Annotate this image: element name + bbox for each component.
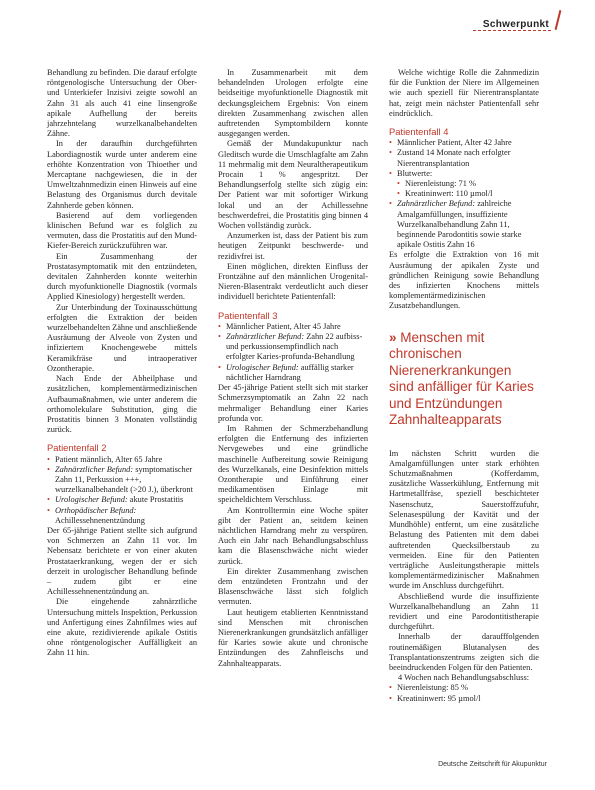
list-item — [389, 169, 539, 179]
finding-text: akute Prostatitis — [127, 495, 184, 505]
paragraph: Einen möglichen, direkten Einfluss der Frontzähne auf den männlichen Urogenital-Nieren-Blasentrakt verdeutlicht auch dieser individuell berichtete Patientenfall: — [218, 261, 368, 302]
list-item — [389, 189, 539, 199]
case-heading: Patientenfall 3 — [218, 309, 278, 321]
paragraph: Nach Ende der Abheilphase und zusätzlichen, komplementärmedizinischen Aufbaumaßnahmen, wie unter anderem die orthomolekulare Substitution, ging die Prostatitis binnen 3 Monaten vollständig zurück. — [47, 374, 197, 435]
pull-quote-text: Menschen mit chronischen Nierenerkrankungen sind anfälliger für Karies und Entzündungen Zahnhalteapparats — [389, 329, 534, 428]
list-item — [218, 332, 368, 363]
list-item — [47, 455, 197, 465]
section-header — [483, 14, 549, 32]
paragraph: Der 65-jährige Patient stellte sich aufgrund von Schmerzen an Zahn 11 vor. Im Nebensatz berichtete er von einer akuten Prostataerkrankung, wegen der er sich derzeit in urologischer Behandlung befinde – zudem gibt er eine Achillessehnenentzündung an. — [47, 525, 197, 597]
paragraph: 4 Wochen nach Behandlungsabschluss: — [398, 673, 530, 683]
paragraph: Die eingehende zahnärztliche Untersuchung mittels Inspektion, Perkussion und Anfertigung eines Zahnfilmes wies auf eine akute, rezidivierende apikale Ostitis ohne röntgenologischer Auffälligkeit an Zahn 11 hin. — [47, 597, 197, 658]
case-findings-list — [389, 138, 539, 179]
blood-values-list — [389, 179, 539, 199]
finding-text: auffällig starker nächtlicher Harndrang — [226, 362, 354, 382]
list-item-text: Kreatininwert: 110 µmol/l — [405, 189, 493, 199]
finding-label: Zahnärztlicher Befund: — [55, 464, 134, 474]
list-item — [218, 322, 368, 332]
pull-quote-heading — [389, 330, 539, 429]
list-item-text: Nierenleistung: 71 % — [405, 179, 476, 189]
paragraph: Gemäß der Mundakupunktur nach Gleditsch wurde die Umschlagfalte am Zahn 11 mehrmalig mit dem Neuraltherapeutikum Procain 1 % angespritzt. Der Behandlungserfolg stellte sich zügig ein: Der Patient war mit sofortiger Wirkung lokal und an der Achillessehne beschwerdefrei, die Prostatitis ging binnen 4 Wochen vollständig zurück. — [218, 139, 368, 231]
finding-text: symptomatischer Zahn 11, Perkussion +++, wurzelkanalbehandelt (>20 J.), überkront — [55, 464, 193, 495]
finding-label: Urologischer Befund: — [55, 495, 128, 505]
list-item — [47, 495, 197, 505]
section-title: Schwerpunkt — [482, 19, 549, 30]
list-item — [47, 465, 197, 496]
paragraph: Der 45-jährige Patient stellt sich mit starker Schmerzsymptomatik an Zahn 22 nach mehrmaliger Behandlung einer Karies profunda vor. — [218, 383, 368, 423]
paragraph: In Zusammenarbeit mit dem behandelnden Urologen erfolgte eine beidseitige myofunktionelle Diagnostik mit deckungsgleichem Ergebnis: Von einem direkten Zusammenhang zwischen allen auftretenden Symptombildern konnte ausgegangen werden. — [218, 68, 368, 139]
paragraph: In der daraufhin durchgeführten Labordiagnostik wurde unter anderem eine erhöhte Konzentration von Thioether und Mercaptane nachgewiesen, die in der Umweltzahnmedizin einen Hinweis auf eine Belastung des Organismus durch devitale Zahnherde geben können. — [47, 139, 197, 210]
paragraph: Innerhalb der daraufffolgenden routinemäßigen Blutanalysen des Transplantationszentrums zeigten sich die beeindruckenden Folgen für den Patienten. — [389, 632, 539, 672]
case-findings-list — [218, 322, 368, 383]
paragraph: Basierend auf dem vorliegenden klinischen Befund war es folglich zu vermuten, dass die Prostatitis auf den Mund-Kiefer-Bereich zurückzuführen war. — [47, 210, 197, 251]
list-item — [47, 506, 197, 526]
paragraph: Welche wichtige Rolle die Zahnmedizin für die Funktion der Niere im Allgemeinen wie auch speziell für Nierentransplantate hat, zeigt mein nächster Patientenfall sehr eindrücklich. — [389, 68, 539, 118]
column-1 — [47, 68, 197, 659]
list-item — [389, 138, 539, 148]
finding-text: zahlreiche Amalgamfüllungen, insuffiziente Wurzelkanalbehandlung Zahn 11, beginnende Parodontitis sowie starke apikale Ostitis Zahn 16 — [397, 199, 522, 250]
paragraph: Ein direkter Zusammenhang zwischen dem entzündeten Frontzahn und der Blasenschwäche lässt sich folglich vermuten. — [218, 566, 368, 607]
finding-label: Zahnärztlicher Befund: — [226, 332, 305, 342]
finding-text: Zahn 22 aufbiss- und perkussionsempfindlich nach erfolgter Karies-profunda-Behandlung — [226, 332, 363, 362]
paragraph: Behandlung zu befinden. Die darauf erfolgte röntgenologische Untersuchung der Ober- und Unterkiefer Inzisivi zeigte sowohl an Zahn 31 als auch 41 eine linsengroße apikale Aufhellung der bereits jahrzehntelang wurzelkanalbehandelten Zähne. — [47, 68, 197, 139]
case-heading: Patientenfall 2 — [47, 442, 107, 454]
paragraph: Anzumerken ist, dass der Patient bis zum heutigen Zeitpunkt beschwerde- und rezidivfrei ist. — [218, 231, 368, 261]
list-item — [389, 199, 539, 250]
results-list — [389, 683, 539, 703]
paragraph: Im Rahmen der Schmerzbehandlung erfolgten die Entfernung des infizierten Nervgewebes und eine gründliche maschinelle Aufbereitung sowie Reinigung des Wurzelkanals, eine Desinfektion mittels Ozontherapie und Einführung einer medikamentösen Einlage mit speicheldichtem Verschluss. — [218, 423, 368, 505]
header-dashed-rule — [473, 30, 551, 31]
paragraph: Ein Zusammenhang der Prostatasymptomatik mit den entzündeten, devitalen Zahnherden konnte weiterhin durch myofunktionelle Diagnostik (vormals Applied Kinesiology) hergestellt werden. — [47, 251, 197, 302]
list-item-text: Patient männlich, Alter 65 Jahre — [55, 454, 163, 464]
paragraph: Abschließend wurde die insuffiziente Wurzelkanalbehandlung an Zahn 11 revidiert und eine Parodontitistherapie durchgeführt. — [389, 591, 539, 632]
list-item — [389, 683, 539, 693]
journal-footer: Deutsche Zeitschrift für Akupunktur — [438, 761, 547, 768]
paragraph: Am Kontrolltermin eine Woche später gibt der Patient an, seitdem keinen nächtlichen Harndrang mehr zu verspüren. Auch ein Jahr nach Behandlungsabschluss kam die Blasenschwäche nicht wieder zurück. — [218, 505, 368, 566]
finding-label: Orthopädischer Befund: — [55, 505, 137, 515]
paragraph: Es erfolgte die Extraktion von 16 mit Ausräumung der apikalen Zyste und gründlichen Reinigung sowie Behandlung des infizierten Knochens mittels komplementärmedizinischen Zusatzbehandlungen. — [389, 250, 539, 311]
list-item-text: Blutwerte: — [397, 168, 433, 178]
paragraph: Im nächsten Schritt wurden die Amalgamfüllungen unter stark erhöhten Schutzmaßnahmen (Kofferdamm, zusätzliche Wasserkühlung, Entfernung mit Hartmetallfräse, speziell beschichteter Nasenschutz, Sauerstoffzufuhr, Selenasespülung der Kavität und der Mundhöhle) entfernt, um eine zusätzliche Belastung des Patienten mit dem dabei auftretenden Quecksilberstaub zu vermeiden. Eine für den Patienten verträgliche Ausleitungstherapie mittels komplementärmedizinischer Maßnahmen wurde im Anschluss durchgeführt. — [389, 448, 539, 591]
case-findings-list — [389, 199, 539, 250]
finding-label: Urologischer Befund: — [226, 362, 299, 372]
case-heading: Patientenfall 4 — [389, 126, 449, 138]
case-findings-list — [47, 455, 197, 526]
finding-text: Achillessehnenentzündung — [55, 515, 145, 525]
list-item — [389, 179, 539, 189]
finding-label: Zahnärztlicher Befund: — [397, 199, 476, 209]
list-item — [389, 148, 539, 168]
paragraph: Laut heutigem etablierten Kenntnisstand sind Menschen mit chronischen Nierenerkrankungen grundsätzlich anfälliger für Karies sowie akute und chronische Entzündungen des Zahnfleischs und Zahnhalteapparats. — [218, 607, 368, 668]
list-item-text: Zustand 14 Monate nach erfolgter Nierentransplantation — [397, 148, 511, 168]
column-2 — [218, 68, 368, 669]
list-item-text: Männlicher Patient, Alter 45 Jahre — [226, 321, 341, 331]
list-item-text: Männlicher Patient, Alter 42 Jahre — [397, 138, 512, 148]
chevron-marker-icon: » — [389, 329, 397, 345]
column-3 — [389, 68, 539, 704]
paragraph: Zur Unterbindung der Toxinausschüttung erfolgten die Extraktion der beiden wurzelbehandelten Zähne und anschließende Ausräumung der Alveole von Zysten und infiziertem Knochengewebe mittels Keramikfräse und intraoperativer Ozontherapie. — [47, 302, 197, 373]
list-item — [389, 694, 539, 704]
header-accent-slash — [555, 10, 562, 30]
list-item-text: Nierenleistung: 85 % — [397, 683, 468, 693]
list-item-text: Kreatininwert: 95 µmol/l — [397, 693, 481, 703]
list-item — [218, 363, 368, 383]
